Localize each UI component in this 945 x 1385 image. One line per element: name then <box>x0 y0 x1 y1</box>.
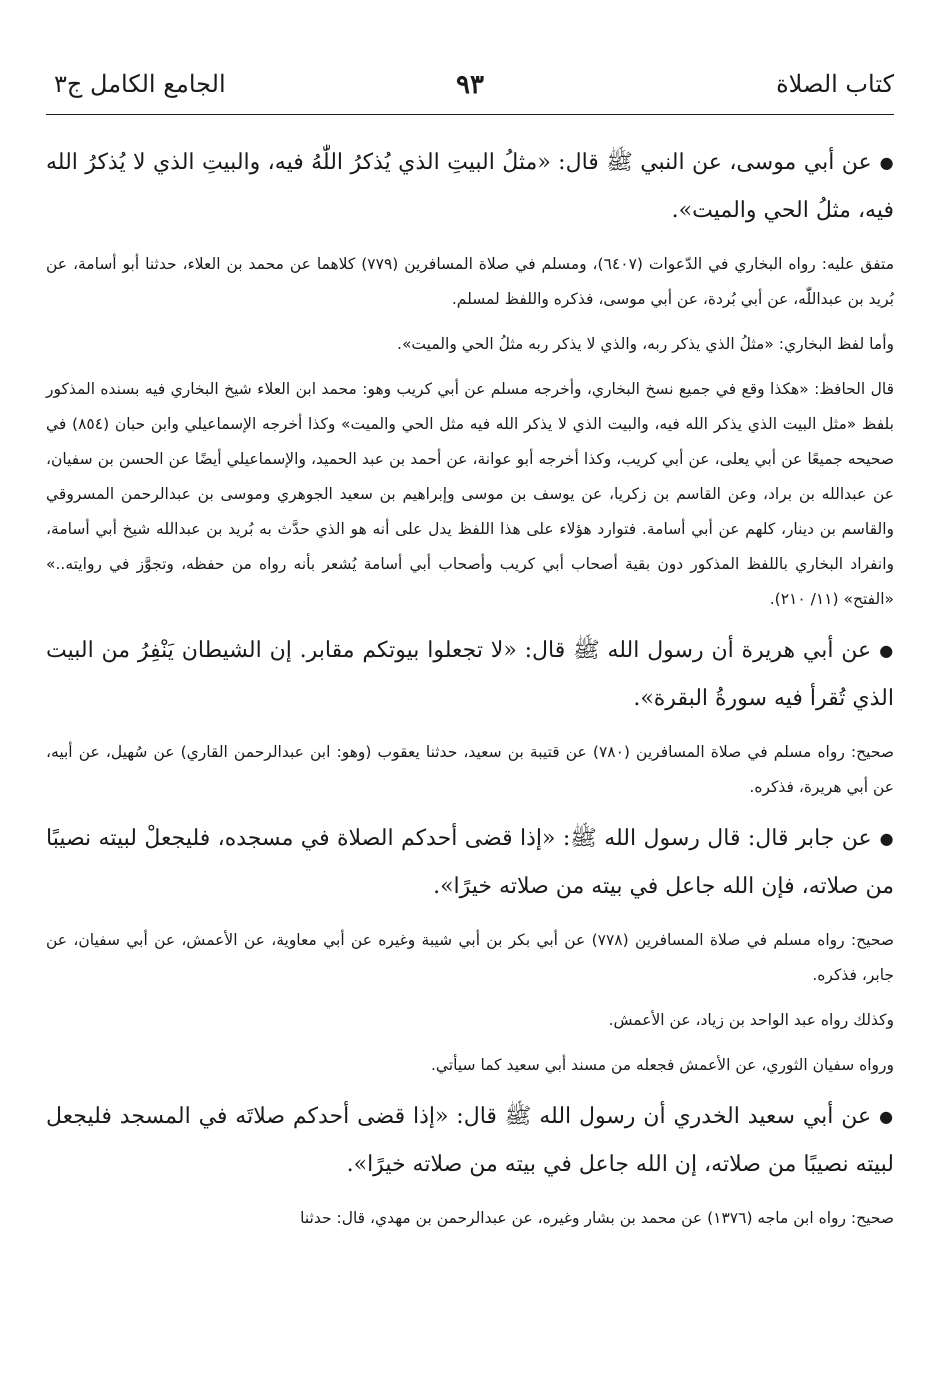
hadith-text: ●عن أبي موسى، عن النبي ﷺ قال: «مثلُ البيتِ الذي يُذكرُ اللّٰهُ فيه، والبيتِ الذي لا يُذكرُ الله فيه، مثلُ الحي والميت». <box>46 150 894 223</box>
takhrij-note: صحيح: رواه مسلم في صلاة المسافرين (٧٧٨) عن أبي بكر بن أبي شيبة وغيره عن أبي معاوية، عن الأعمش، عن أبي سفيان، عن جابر، فذكره. <box>46 931 894 984</box>
book-page <box>46 62 894 1246</box>
narration-note: وكذلك رواه عبد الواحد بن زياد، عن الأعمش. <box>608 1011 894 1029</box>
hadith-text: ●عن جابر قال: قال رسول الله ﷺ: «إذا قضى أحدكم الصلاة في مسجده، فليجعلْ لبيته نصيبًا من صلاته، فإن الله جاعل في بيته من صلاته خيرًا». <box>46 826 894 899</box>
takhrij-note: متفق عليه: رواه البخاري في الدّعوات (٦٤٠٧)، ومسلم في صلاة المسافرين (٧٧٩) كلاهما عن محمد بن العلاء، حدثنا أبو أسامة، عن بُريد بن عبداللّٰه، عن أبي بُردة، عن أبي موسى، فذكره واللفظ لمسلم. <box>46 255 894 308</box>
bullet-icon: ● <box>879 153 894 172</box>
bullet-icon: ● <box>879 641 894 660</box>
bullet-icon: ● <box>879 1107 894 1126</box>
page-number: ٩٣ <box>456 70 484 100</box>
takhrij-note: صحيح: رواه مسلم في صلاة المسافرين (٧٨٠) عن قتيبة بن سعيد، حدثنا يعقوب (وهو: ابن عبدالرحمن القاري) عن سُهيل، عن أبيه، عن أبي هريرة، فذكره. <box>46 743 894 796</box>
book-title: الجامع الكامل ج٣ <box>54 70 226 98</box>
page-content <box>46 115 894 1236</box>
narration-note: ورواه سفيان الثوري، عن الأعمش فجعله من مسند أبي سعيد كما سيأتي. <box>431 1056 894 1074</box>
hadith-text: ●عن أبي سعيد الخدري أن رسول الله ﷺ قال: «إذا قضى أحدكم صلاتَه في المسجد فليجعل لبيته نصيبًا من صلاته، إن الله جاعل في بيته من صلاته خيرًا». <box>46 1104 894 1177</box>
bukhari-wording-note: وأما لفظ البخاري: «مثلُ الذي يذكر ربه، والذي لا يذكر ربه مثلُ الحي والميت». <box>397 335 894 353</box>
book-section: كتاب الصلاة <box>776 70 894 98</box>
bullet-icon: ● <box>879 829 894 848</box>
running-header <box>46 62 894 115</box>
hadith-text: ●عن أبي هريرة أن رسول الله ﷺ قال: «لا تجعلوا بيوتكم مقابر. إن الشيطان يَنْفِرُ من البيت الذي تُقرأ فيه سورةُ البقرة». <box>46 638 894 711</box>
hafiz-commentary: قال الحافظ: «هكذا وقع في جميع نسخ البخاري، وأخرجه مسلم عن أبي كريب وهو: محمد ابن العلاء شيخ البخاري فيه بسنده المذكور بلفظ «مثل البيت الذي يذكر الله فيه، والبيت الذي لا يذكر الله فيه مثل الحي والميت» وكذا أخرجه الإسماعيلي وابن حبان (٨٥٤) في صحيحه جميعًا عن أبي يعلى، عن أبي كريب، وكذا أخرجه أبو عوانة، عن أحمد بن عبد الحميد، والإسماعيلي أيضًا عن الحسن بن سفيان، عن عبدالله بن براد، وعن القاسم بن زكريا، عن يوسف بن موسى وإبراهيم بن سعيد الجوهري وموسى بن عبدالرحمن المسروقي والقاسم بن دينار، كلهم عن أبي أسامة. فتوارد هؤلاء على هذا اللفظ يدل على أنه هو الذي حدَّث به بُريد بن عبدالله شيخ أبي أسامة، وانفراد البخاري باللفظ المذكور دون بقية أصحاب أبي كريب وأصحاب أبي أسامة يُشعر بأنه رواه من حفظه، وتجوَّز في روايته..» «الفتح» (١١/ ٢١٠). <box>46 380 894 608</box>
takhrij-note: صحيح: رواه ابن ماجه (١٣٧٦) عن محمد بن بشار وغيره، عن عبدالرحمن بن مهدي، قال: حدثنا <box>300 1209 894 1227</box>
